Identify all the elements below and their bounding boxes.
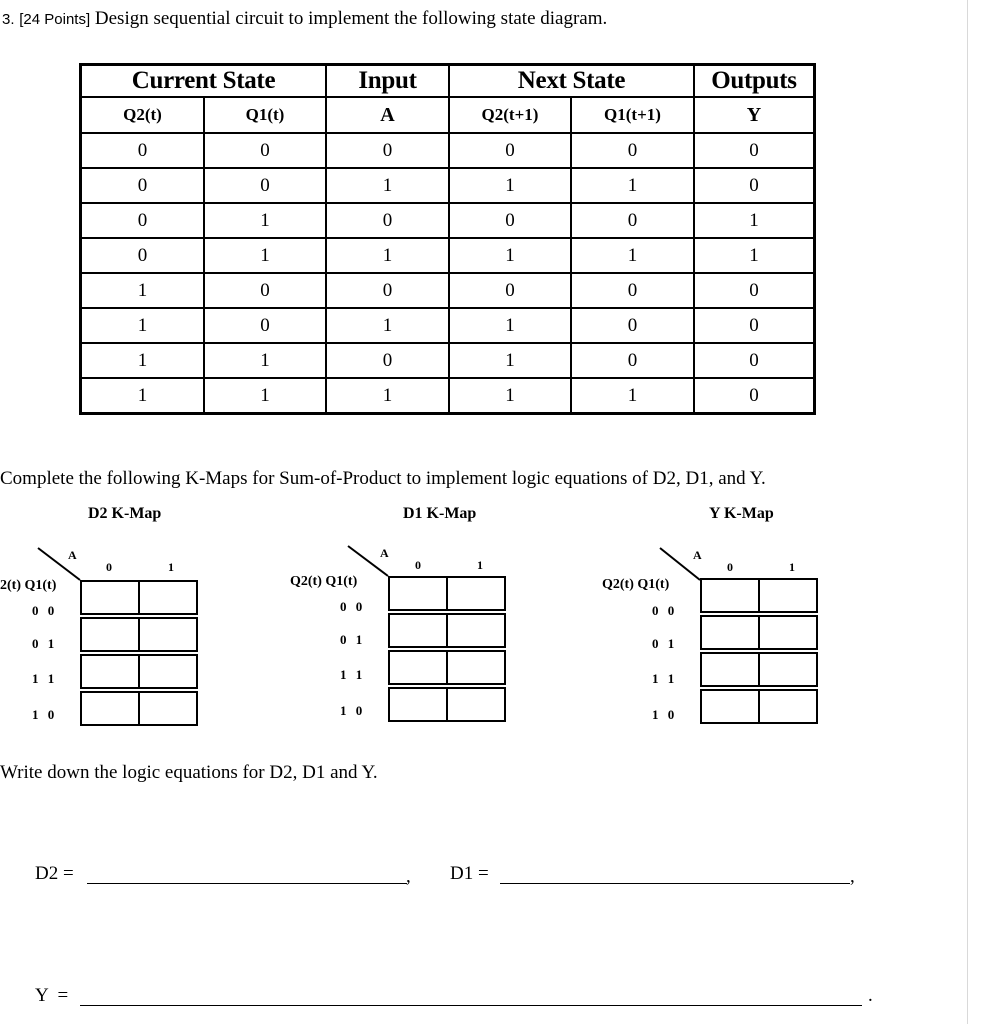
kmap-cell[interactable]	[138, 617, 198, 652]
kmap-var-a: A	[380, 546, 389, 560]
kmap-cell[interactable]	[388, 650, 448, 685]
table-cell: 1	[204, 378, 326, 414]
table-cell: 0	[694, 273, 815, 308]
table-cell: 1	[449, 308, 571, 343]
state-table	[79, 63, 816, 415]
question-points: [24 Points]	[19, 11, 91, 28]
table-cell: 1	[326, 168, 449, 203]
kmap-cell[interactable]	[758, 689, 818, 724]
d2-kmap	[0, 540, 210, 735]
d2-equation-label: D2 =	[35, 863, 74, 884]
table-cell: 0	[694, 378, 815, 414]
kmap-row-header: Q2(t) Q1(t)	[290, 574, 358, 589]
kmap-cell[interactable]	[388, 576, 448, 611]
table-cell: 0	[694, 133, 815, 168]
table-cell: 0	[571, 308, 694, 343]
table-cell: 0	[571, 203, 694, 238]
question-number: 3.	[2, 11, 15, 28]
table-cell: 1	[326, 238, 449, 273]
table-cell: 1	[449, 378, 571, 414]
kmap-row-label: 1 1	[340, 667, 366, 682]
table-cell: 0	[204, 133, 326, 168]
header-outputs: Outputs	[694, 65, 815, 98]
table-cell: 0	[571, 343, 694, 378]
table-sub-header-row	[81, 97, 815, 133]
d1-equation-label: D1 =	[450, 863, 489, 884]
kmap-col-0: 0	[106, 560, 112, 574]
table-cell: 1	[571, 378, 694, 414]
table-cell: 0	[326, 133, 449, 168]
kmap-instructions: Complete the following K-Maps for Sum-of-Product to implement logic equations of D2, D1, and Y.	[0, 468, 766, 489]
table-cell: 1	[204, 343, 326, 378]
y-kmap-title: Y K-Map	[709, 505, 774, 522]
kmap-cell[interactable]	[446, 613, 506, 648]
subheader-q2t: Q2(t)	[81, 97, 205, 133]
d1-comma: ,	[850, 866, 855, 887]
table-cell: 0	[81, 133, 205, 168]
kmap-row-label: 1 0	[652, 707, 678, 722]
table-row	[81, 308, 815, 343]
question-text: Design sequential circuit to implement the following state diagram.	[94, 8, 608, 29]
table-cell: 0	[449, 133, 571, 168]
table-cell: 1	[694, 238, 815, 273]
kmap-row-label: 0 1	[340, 632, 366, 647]
table-cell: 0	[694, 343, 815, 378]
kmap-var-a: A	[68, 548, 77, 562]
table-cell: 0	[326, 343, 449, 378]
kmap-col-0: 0	[727, 560, 733, 574]
kmap-cell[interactable]	[388, 613, 448, 648]
table-cell: 1	[449, 238, 571, 273]
kmap-row-label: 0 0	[652, 603, 678, 618]
table-cell: 1	[204, 203, 326, 238]
kmap-row-label: 0 0	[340, 599, 366, 614]
y-answer-line[interactable]	[80, 1005, 862, 1006]
kmap-cell[interactable]	[138, 654, 198, 689]
subheader-q1t1: Q1(t+1)	[571, 97, 694, 133]
table-group-header-row	[81, 65, 815, 98]
subheader-y: Y	[694, 97, 815, 133]
kmap-row-label: 0 1	[652, 636, 678, 651]
table-cell: 0	[204, 168, 326, 203]
kmap-cell[interactable]	[80, 617, 140, 652]
d1-answer-line[interactable]	[500, 883, 850, 884]
kmap-cell[interactable]	[758, 615, 818, 650]
table-cell: 1	[571, 238, 694, 273]
table-row	[81, 203, 815, 238]
d1-kmap	[288, 540, 518, 735]
kmap-col-1: 1	[789, 560, 795, 574]
kmap-row-label: 0 0	[32, 603, 58, 618]
kmap-col-1: 1	[168, 560, 174, 574]
header-next-state: Next State	[449, 65, 694, 98]
table-cell: 0	[571, 273, 694, 308]
table-cell: 1	[571, 168, 694, 203]
table-cell: 0	[81, 238, 205, 273]
table-cell: 1	[449, 168, 571, 203]
subheader-q2t1: Q2(t+1)	[449, 97, 571, 133]
kmap-cell[interactable]	[80, 580, 140, 615]
kmap-cell[interactable]	[700, 615, 760, 650]
kmap-row-label: 1 0	[32, 707, 58, 722]
y-equation-label: Y =	[35, 985, 69, 1006]
kmap-cell[interactable]	[700, 652, 760, 687]
table-cell: 1	[449, 343, 571, 378]
table-cell: 0	[326, 273, 449, 308]
table-row	[81, 273, 815, 308]
table-cell: 0	[81, 203, 205, 238]
table-row	[81, 133, 815, 168]
kmap-cell[interactable]	[446, 650, 506, 685]
kmap-cell[interactable]	[446, 576, 506, 611]
table-row	[81, 168, 815, 203]
kmap-col-1: 1	[477, 558, 483, 572]
table-cell: 1	[326, 378, 449, 414]
kmap-row-label: 1 1	[652, 671, 678, 686]
kmap-row-label: 0 1	[32, 636, 58, 651]
header-input: Input	[326, 65, 449, 98]
subheader-q1t: Q1(t)	[204, 97, 326, 133]
kmap-row-header: 2(t) Q1(t)	[0, 578, 57, 593]
kmap-cell[interactable]	[80, 691, 140, 726]
kmap-cell[interactable]	[446, 687, 506, 722]
table-cell: 1	[694, 203, 815, 238]
table-row	[81, 343, 815, 378]
table-cell: 0	[204, 308, 326, 343]
kmap-row-header: Q2(t) Q1(t)	[602, 577, 670, 592]
table-cell: 0	[694, 168, 815, 203]
table-cell: 0	[571, 133, 694, 168]
kmap-row-label: 1 1	[32, 671, 58, 686]
table-cell: 1	[81, 273, 205, 308]
kmap-cell[interactable]	[138, 580, 198, 615]
subheader-a: A	[326, 97, 449, 133]
table-row	[81, 238, 815, 273]
d2-answer-line[interactable]	[87, 883, 407, 884]
table-cell: 0	[204, 273, 326, 308]
table-cell: 0	[81, 168, 205, 203]
kmap-cell[interactable]	[700, 689, 760, 724]
kmap-cell[interactable]	[388, 687, 448, 722]
table-cell: 1	[81, 378, 205, 414]
table-cell: 0	[449, 273, 571, 308]
header-current-state: Current State	[81, 65, 327, 98]
table-row	[81, 378, 815, 414]
kmap-row-label: 1 0	[340, 703, 366, 718]
d2-comma: ,	[406, 866, 411, 887]
table-cell: 1	[204, 238, 326, 273]
d1-kmap-title: D1 K-Map	[403, 505, 477, 522]
kmap-cell[interactable]	[138, 691, 198, 726]
kmap-cell[interactable]	[758, 578, 818, 613]
kmap-col-0: 0	[415, 558, 421, 572]
table-cell: 1	[326, 308, 449, 343]
table-cell: 0	[449, 203, 571, 238]
kmap-cell[interactable]	[758, 652, 818, 687]
y-period: .	[868, 985, 873, 1006]
table-cell: 1	[81, 308, 205, 343]
question-header	[2, 8, 607, 30]
table-cell: 0	[694, 308, 815, 343]
d2-kmap-title: D2 K-Map	[88, 505, 162, 522]
y-kmap	[600, 540, 830, 735]
kmap-cell[interactable]	[700, 578, 760, 613]
kmap-cell[interactable]	[80, 654, 140, 689]
equations-prompt: Write down the logic equations for D2, D1 and Y.	[0, 762, 378, 783]
table-cell: 0	[326, 203, 449, 238]
page-edge-line	[967, 0, 968, 1024]
table-cell: 1	[81, 343, 205, 378]
kmap-var-a: A	[693, 548, 702, 562]
